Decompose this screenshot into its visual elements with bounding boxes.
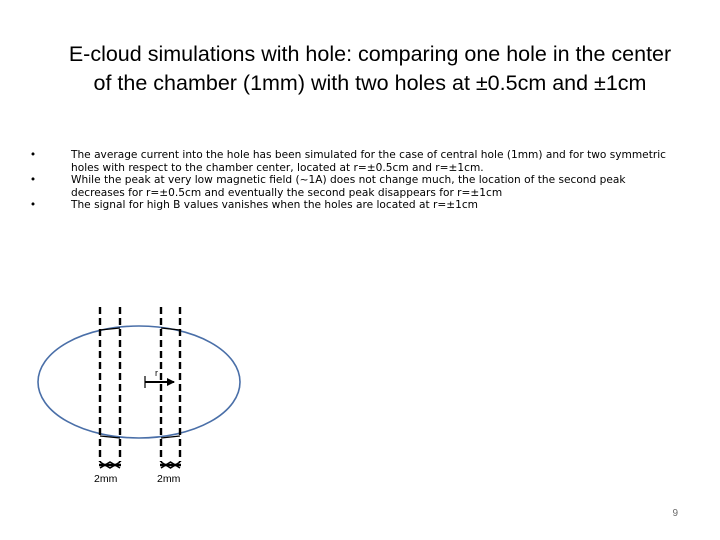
chamber-ellipse xyxy=(38,326,240,438)
left-hole-lines xyxy=(100,307,120,462)
slide-title: E-cloud simulations with hole: comparing one hole in the center of the chamber (1mm) with two holes at ±0.5cm and ±1cm xyxy=(68,42,672,95)
bullet-text: The average current into the hole has been simulated for the case of central hole (1mm) and for two symmetric holes with respect to the chamber center, located at r=±0.5cm and r=±1cm. xyxy=(71,149,666,174)
bullet-marker: • xyxy=(29,199,37,211)
radius-label: r xyxy=(155,368,158,378)
right-hole-label: 2mm xyxy=(157,473,181,485)
left-hole-dimension xyxy=(99,462,121,468)
bullet-marker: • xyxy=(29,149,37,161)
bullet-marker: • xyxy=(29,174,37,186)
right-hole-dimension xyxy=(160,462,181,468)
left-hole-label: 2mm xyxy=(94,473,118,485)
bullet-text: The signal for high B values vanishes when the holes are located at r=±1cm xyxy=(71,199,478,211)
page-number: 9 xyxy=(672,508,678,519)
right-hole-lines xyxy=(161,307,180,462)
bullet-text: While the peak at very low magnetic field (~1A) does not change much, the location of the second peak decreases for r=±0.5cm and eventually the second peak disappears for r=±1cm xyxy=(71,174,626,199)
